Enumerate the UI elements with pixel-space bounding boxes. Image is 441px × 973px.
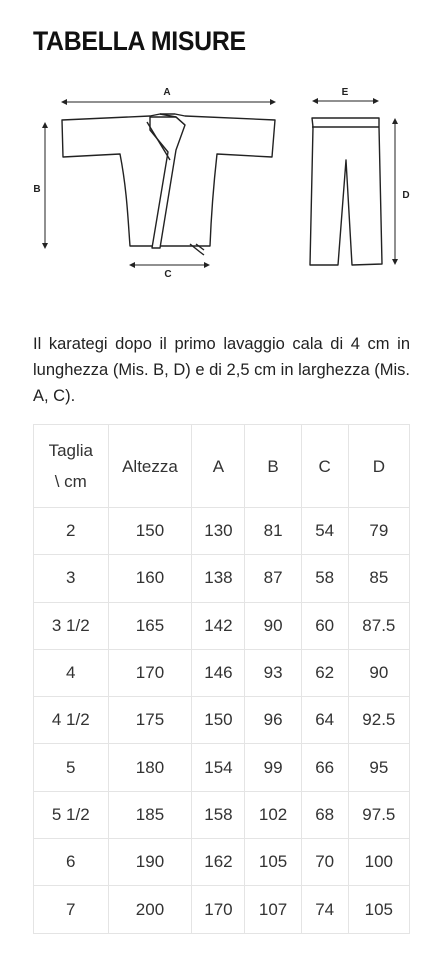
cell-d: 92.5: [348, 697, 409, 744]
cell-d: 79: [348, 508, 409, 555]
cell-taglia: 6: [34, 839, 109, 886]
cell-d: 105: [348, 886, 409, 933]
cell-b: 107: [245, 886, 301, 933]
cell-a: 150: [192, 697, 245, 744]
cell-altezza: 175: [108, 697, 192, 744]
cell-c: 74: [301, 886, 348, 933]
cell-d: 97.5: [348, 791, 409, 838]
dimension-a-label: A: [163, 87, 171, 98]
cell-taglia: 2: [34, 508, 109, 555]
page-title: TABELLA MISURE: [33, 26, 246, 56]
table-row: [34, 649, 410, 696]
table-row: [34, 886, 410, 933]
size-table: [33, 424, 410, 934]
dimension-e-label: E: [341, 87, 349, 98]
cell-altezza: 185: [108, 791, 192, 838]
table-row: [34, 791, 410, 838]
table-header-row: [34, 425, 410, 508]
cell-a: 146: [192, 649, 245, 696]
header-d: D: [348, 425, 409, 508]
table-row: [34, 697, 410, 744]
cell-taglia: 4: [34, 649, 109, 696]
cell-taglia: 5 1/2: [34, 791, 109, 838]
dimension-d-label: D: [402, 190, 410, 201]
cell-d: 90: [348, 649, 409, 696]
cell-taglia: 3: [34, 555, 109, 602]
cell-b: 99: [245, 744, 301, 791]
cell-a: 138: [192, 555, 245, 602]
cell-taglia: 7: [34, 886, 109, 933]
table-row: [34, 555, 410, 602]
cell-b: 90: [245, 602, 301, 649]
cell-altezza: 190: [108, 839, 192, 886]
cell-altezza: 165: [108, 602, 192, 649]
cell-c: 66: [301, 744, 348, 791]
header-taglia-line1: Taglia: [48, 441, 93, 460]
cell-a: 158: [192, 791, 245, 838]
header-c: C: [301, 425, 348, 508]
karategi-size-diagram: [0, 80, 441, 290]
cell-b: 96: [245, 697, 301, 744]
cell-d: 100: [348, 839, 409, 886]
dimension-b-label: B: [33, 184, 41, 195]
cell-a: 154: [192, 744, 245, 791]
cell-taglia: 4 1/2: [34, 697, 109, 744]
header-a: A: [192, 425, 245, 508]
cell-d: 95: [348, 744, 409, 791]
cell-altezza: 150: [108, 508, 192, 555]
pants-outline: [310, 118, 382, 265]
cell-taglia: 5: [34, 744, 109, 791]
cell-b: 81: [245, 508, 301, 555]
jacket-outline: [62, 114, 275, 255]
cell-altezza: 180: [108, 744, 192, 791]
cell-b: 93: [245, 649, 301, 696]
header-taglia: [34, 425, 109, 508]
table-row: [34, 602, 410, 649]
cell-altezza: 200: [108, 886, 192, 933]
table-row: [34, 839, 410, 886]
cell-b: 102: [245, 791, 301, 838]
cell-c: 58: [301, 555, 348, 602]
cell-d: 87.5: [348, 602, 409, 649]
header-b: B: [245, 425, 301, 508]
cell-a: 142: [192, 602, 245, 649]
cell-a: 170: [192, 886, 245, 933]
shrinkage-note: Il karategi dopo il primo lavaggio cala di 4 cm in lunghezza (Mis. B, D) e di 2,5 cm in larghezza (Mis. A, C).: [33, 334, 410, 405]
table-row: [34, 744, 410, 791]
cell-c: 64: [301, 697, 348, 744]
cell-d: 85: [348, 555, 409, 602]
cell-c: 68: [301, 791, 348, 838]
cell-c: 60: [301, 602, 348, 649]
cell-altezza: 170: [108, 649, 192, 696]
cell-taglia: 3 1/2: [34, 602, 109, 649]
cell-b: 87: [245, 555, 301, 602]
header-taglia-line2: \ cm: [54, 472, 87, 491]
cell-c: 62: [301, 649, 348, 696]
dimension-c-label: C: [164, 269, 172, 280]
cell-b: 105: [245, 839, 301, 886]
cell-c: 54: [301, 508, 348, 555]
cell-c: 70: [301, 839, 348, 886]
cell-a: 130: [192, 508, 245, 555]
cell-a: 162: [192, 839, 245, 886]
table-row: [34, 508, 410, 555]
cell-altezza: 160: [108, 555, 192, 602]
header-altezza: Altezza: [108, 425, 192, 508]
